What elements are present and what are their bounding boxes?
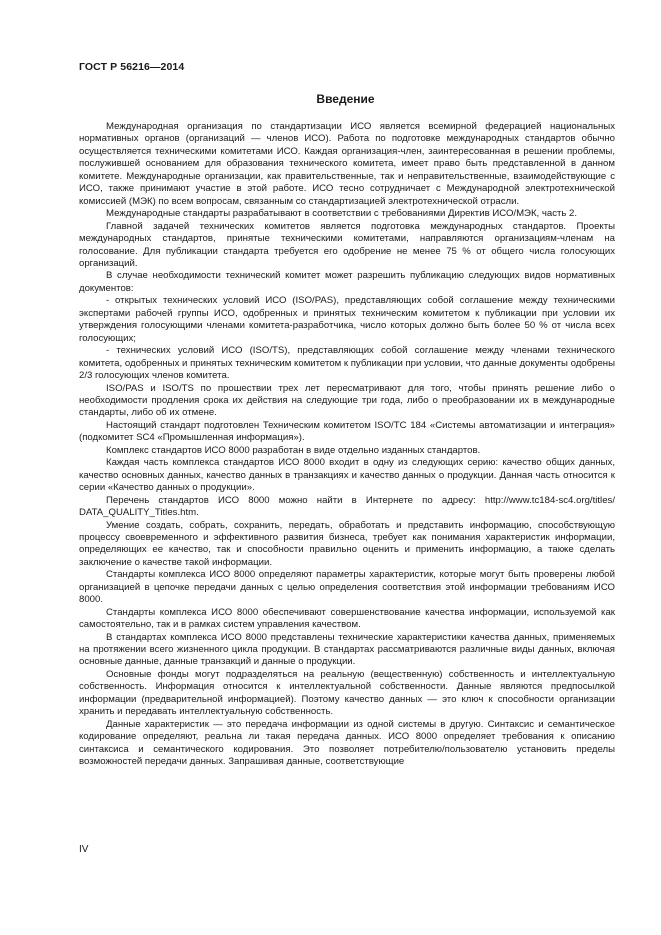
standard-designation: ГОСТ Р 56216—2014: [79, 61, 185, 73]
page-number: IV: [79, 844, 89, 855]
paragraph-document-types: В случае необходимости технический комитет может разрешить публикацию следующих видов нормативных документов:: [79, 270, 615, 294]
document-body: [79, 121, 615, 769]
paragraph-directives: Международные стандарты разрабатывают в соответствии с требованиями Директив ИСО/МЭК, часть 2.: [106, 208, 578, 220]
paragraph-review: ISO/PAS и ISO/TS по прошествии трех лет пересматривают для того, чтобы принять решение либо о необходимости продления срока их действия на следующие три года, либо о преобразовании их в международные стандарты, либо об их отмене.: [79, 382, 615, 419]
paragraph-information-skills: Умение создать, собрать, сохранить, передать, обработать и представить информацию, способствующую процессу своевременного и эффективного развития бизнеса, требует как понимания характеристик информации, определяющих ее качество, так и способности правильно оценить и применить информацию, а также сделать заключение о качестве такой информации.: [79, 519, 615, 568]
list-item-iso-pas: - открытых технических условий ИСО (ISO/PAS), представляющих собой соглашение между техническими экспертами рабочей группы ИСО, одобренных и принятых техническим комитетом к публикации при условии их утверждения голосующими членами комитета-разработчика, число которых должно быть более 50 % от числа всех голосующих;: [79, 295, 615, 344]
page-title: Введение: [316, 92, 375, 106]
paragraph-data-exchange: Данные характеристик — это передача информации из одной системы в другую. Синтаксис и семантическое кодирование определяют, реальна ли такая передача данных. ИСО 8000 определяет требования к описанию синтаксиса и семантического кодирования. Это позволяет потребителю/пользователю установить пределы возможностей передачи данных. Запрашивая данные, соответствующие: [79, 718, 615, 768]
paragraph-quality-improvement: Стандарты комплекса ИСО 8000 обеспечивают совершенствование качества информации, используемой как самостоятельно, так и в рамках систем управления качеством.: [79, 606, 615, 631]
paragraph-iso8000-set: Комплекс стандартов ИСО 8000 разработан в виде отдельно изданных стандартов.: [106, 444, 481, 456]
paragraph-series: Каждая часть комплекса стандартов ИСО 8000 входит в одну из следующих серию: качество общих данных, качество основных данных, качество данных в транзакциях и качество данных о продукции. Данная часть относится к серии «Качество данных о продукции».: [79, 457, 615, 494]
paragraph-committee-task: Главной задачей технических комитетов является подготовка международных стандартов. Проекты международных стандартов, принятые техническими комитетами, направляются организациям-членам на голосование. Для публикации стандарта требуется его одобрение не менее 75 % от общего числа голосующих организаций.: [79, 220, 615, 269]
paragraph-assets: Основные фонды могут подразделяться на реальную (вещественную) собственность и интеллектуальную собственность. Информация относится к интеллектуальной собственности. Данные являются предпосылкой информации (предварительной информацией). Поэтому качество данных — это ключ к способности организации хранить и передавать интеллектуальную собственность.: [79, 668, 615, 718]
paragraph-parameters: Стандарты комплекса ИСО 8000 определяют параметры характеристик, которые могут быть проверены любой организацией в цепочке передачи данных с целью определения соответствия этой информации требованиям ИСО 8000.: [79, 569, 615, 606]
paragraph-standards-list: Перечень стандартов ИСО 8000 можно найти в Интернете по адресу: http://www.tc184-sc4.org/titles/ DATA_QUALITY_Titles.htm.: [79, 494, 615, 519]
paragraph-technical-characteristics: В стандартах комплекса ИСО 8000 представлены технические характеристики качества данных, применяемых на протяжении всего жизненного цикла продукции. В стандартах рассматриваются различные виды данных, включая основные данные, данные транзакций и данные о продукции.: [79, 631, 615, 668]
paragraph-prepared-by: Настоящий стандарт подготовлен Техническим комитетом ISO/TC 184 «Системы автоматизации и интеграция» (подкомитет SC4 «Промышленная информация»).: [79, 419, 615, 444]
list-item-iso-ts: - технических условий ИСО (ISO/TS), представляющих собой соглашение между членами технического комитета, одобренных и принятых техническим комитетом к публикации при условии, что данные документы одобрены 2/3 голосующих членов комитета.: [79, 345, 615, 382]
paragraph-iso-federation: Международная организация по стандартизации ИСО является всемирной федерацией национальных нормативных органов (организаций — членов ИСО). Работа по подготовке международных стандартов обычно осуществляется техническими комитетами ИСО. Каждая организация-член, заинтересованная в решении проблемы, послужившей основанием для образования технического комитета, имеет право быть представленной в данном комитете. Международные организации, как правительственные, так и неправительственные, взаимодействующие с ИСО, также принимают участие в этой работе. ИСО тесно сотрудничает с Международной электротехнической комиссией (МЭК) по всем вопросам, связанным со стандартизацией электротехнической отрасли.: [79, 121, 615, 207]
